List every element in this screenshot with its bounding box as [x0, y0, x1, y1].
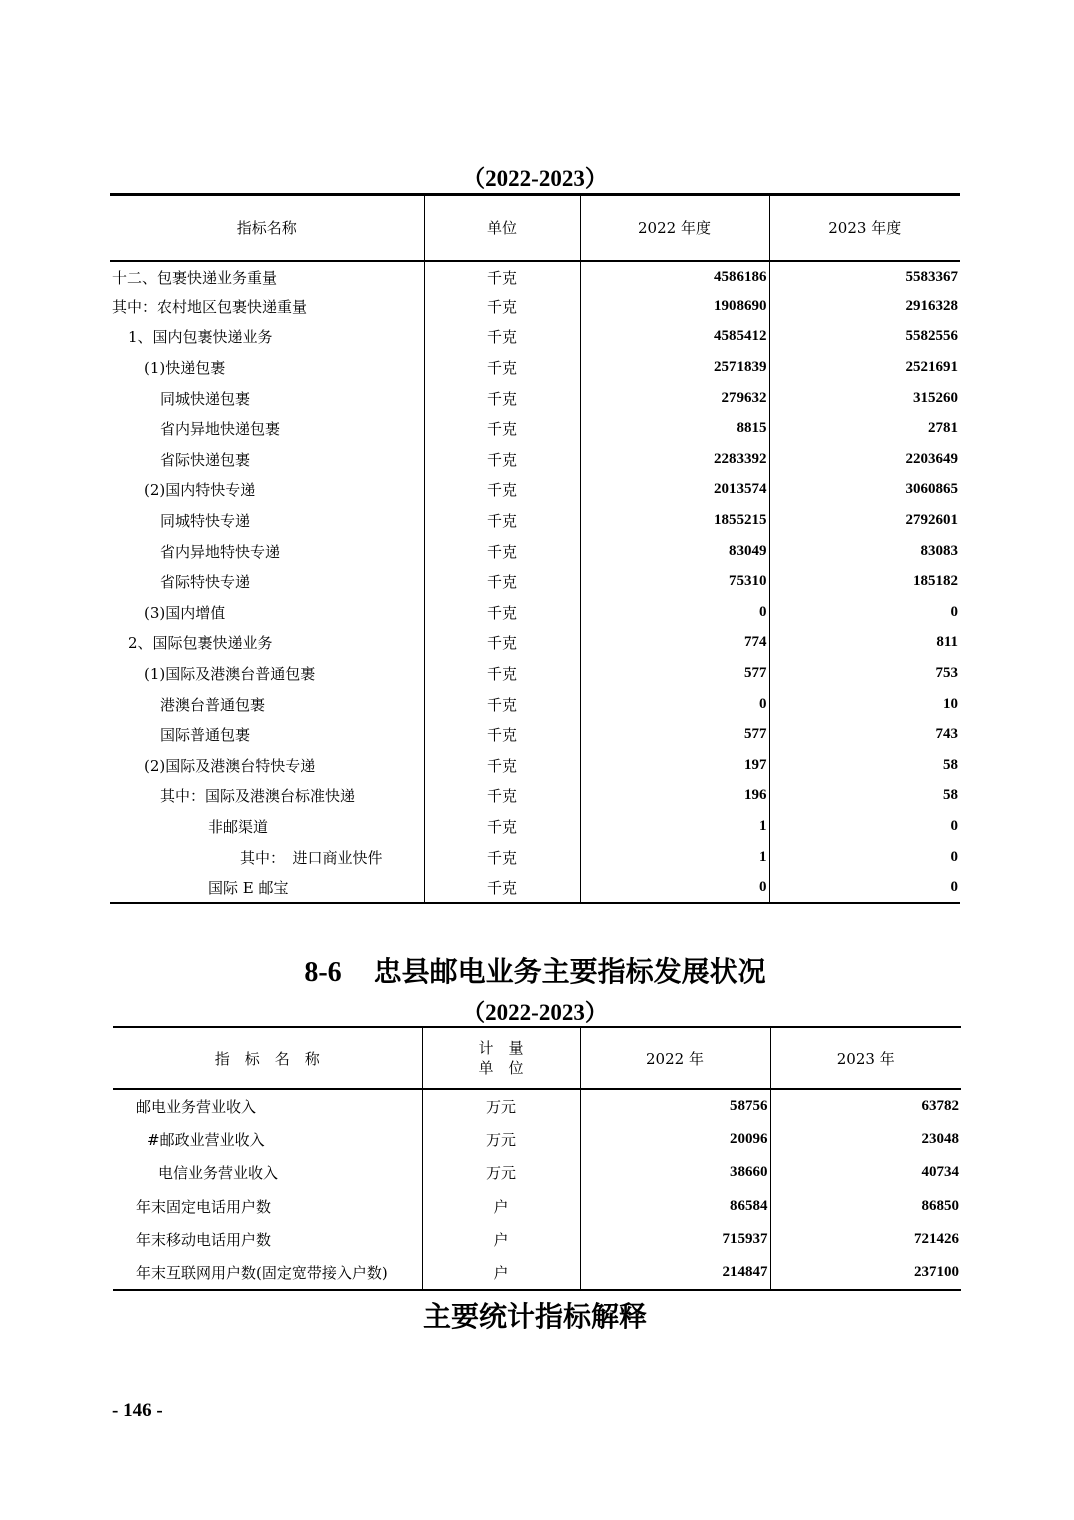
table-row: [110, 781, 960, 812]
value-2022-cell: 86584: [580, 1190, 770, 1224]
unit-cell: 千克: [424, 842, 580, 873]
value-2022-cell: 83049: [580, 536, 769, 567]
unit-cell: 千克: [424, 444, 580, 475]
value-2022-cell: 197: [580, 750, 769, 781]
value-2023-cell: 0: [769, 842, 960, 873]
header-2023: 2023 年: [770, 1027, 961, 1089]
value-2022-cell: 0: [580, 689, 769, 720]
indicator-name-cell: 省内异地特快专递: [160, 542, 281, 561]
value-2022-cell: 774: [580, 628, 769, 659]
express-weight-table: [110, 193, 960, 904]
indicator-name-cell: #邮政业营业收入: [147, 1130, 265, 1149]
table-row: [110, 628, 960, 659]
table-row: [110, 689, 960, 720]
indicator-name-cell: (2)国内特快专递: [144, 481, 256, 500]
table-row: [113, 1156, 961, 1190]
header-unit: 单位: [424, 195, 580, 261]
unit-cell: 千克: [424, 628, 580, 659]
indicator-name-cell: 同城快递包裹: [160, 389, 251, 408]
value-2023-cell: 40734: [770, 1156, 961, 1190]
value-2022-cell: 8815: [580, 413, 769, 444]
unit-cell: 户: [422, 1223, 580, 1257]
table-number: 8-6: [304, 957, 342, 988]
unit-cell: 千克: [424, 566, 580, 597]
table-row: [110, 566, 960, 597]
value-2022-cell: 196: [580, 781, 769, 812]
indicator-name-cell: (2)国际及港澳台特快专递: [144, 756, 316, 775]
indicator-name-cell: 同城特快专递: [160, 512, 251, 531]
value-2023-cell: 63782: [770, 1089, 961, 1123]
value-2022-cell: 214847: [580, 1257, 770, 1291]
unit-cell: 千克: [424, 811, 580, 842]
unit-cell: 户: [422, 1257, 580, 1291]
value-2023-cell: 753: [769, 658, 960, 689]
value-2023-cell: 2792601: [769, 505, 960, 536]
table-row: [113, 1123, 961, 1157]
indicator-name-cell: 年末移动电话用户数: [136, 1231, 272, 1250]
indicator-name-cell: 邮电业务营业收入: [136, 1097, 257, 1116]
unit-cell: 千克: [424, 689, 580, 720]
table-row: [113, 1190, 961, 1224]
unit-cell: 千克: [424, 597, 580, 628]
unit-cell: 千克: [424, 719, 580, 750]
value-2023-cell: 83083: [769, 536, 960, 567]
indicator-name-cell: 1、国内包裹快递业务: [128, 328, 273, 347]
unit-cell: 千克: [424, 505, 580, 536]
table-row: [113, 1089, 961, 1123]
table-body: [113, 1089, 961, 1290]
table-row: [110, 658, 960, 689]
table-header-row: [113, 1027, 961, 1089]
table-row: [110, 750, 960, 781]
value-2022-cell: 2013574: [580, 475, 769, 506]
indicator-name-cell: 年末固定电话用户数: [136, 1197, 272, 1216]
indicator-name-cell: 十二、包裹快递业务重量: [112, 269, 278, 288]
value-2023-cell: 3060865: [769, 475, 960, 506]
unit-cell: 万元: [422, 1156, 580, 1190]
unit-cell: 千克: [424, 475, 580, 506]
indicator-name-cell: 港澳台普通包裹: [160, 695, 266, 714]
table-row: [110, 444, 960, 475]
indicator-name-cell: 省内异地快递包裹: [160, 420, 281, 439]
indicator-name-cell: (1)快递包裹: [144, 359, 226, 378]
value-2023-cell: 5583367: [769, 261, 960, 292]
table-row: [110, 261, 960, 292]
indicator-name-cell: 国际普通包裹: [160, 726, 251, 745]
header-unit-line2: 单 位: [478, 1059, 524, 1077]
unit-cell: 千克: [424, 352, 580, 383]
unit-cell: 千克: [424, 750, 580, 781]
table-row: [110, 413, 960, 444]
section-title: 主要统计指标解释: [422, 1300, 647, 1333]
table-row: [110, 383, 960, 414]
value-2023-cell: 2916328: [769, 291, 960, 322]
header-indicator-name: 指标名称: [110, 195, 424, 261]
header-indicator-name: 指 标 名 称: [113, 1027, 422, 1089]
indicator-name-cell: (3)国内增值: [144, 603, 226, 622]
value-2023-cell: 743: [769, 719, 960, 750]
value-2022-cell: 1: [580, 842, 769, 873]
value-2022-cell: 0: [580, 872, 769, 903]
unit-cell: 千克: [424, 383, 580, 414]
indicator-name-cell: 非邮渠道: [208, 817, 269, 836]
table-row: [110, 291, 960, 322]
value-2023-cell: 185182: [769, 566, 960, 597]
value-2022-cell: 1908690: [580, 291, 769, 322]
indicator-name-cell: 其中：国际及港澳台标准快递: [160, 787, 356, 806]
table-row: [110, 475, 960, 506]
table-row: [110, 811, 960, 842]
table-body: [110, 261, 960, 903]
value-2022-cell: 75310: [580, 566, 769, 597]
table-row: [113, 1257, 961, 1291]
unit-cell: 万元: [422, 1123, 580, 1157]
value-2023-cell: 5582556: [769, 322, 960, 353]
page-number: - 146 -: [112, 1400, 163, 1421]
indicator-name-cell: 2、国际包裹快递业务: [128, 634, 273, 653]
value-2022-cell: 38660: [580, 1156, 770, 1190]
indicator-name-cell: 其中： 进口商业快件: [240, 848, 383, 867]
indicator-name-cell: 国际 E 邮宝: [208, 878, 289, 897]
header-2022: 2022 年: [580, 1027, 770, 1089]
header-unit: [422, 1027, 580, 1089]
value-2023-cell: 811: [769, 628, 960, 659]
table-row: [110, 352, 960, 383]
table-row: [110, 719, 960, 750]
table-row: [110, 505, 960, 536]
table-header-row: [110, 195, 960, 261]
table-row: [110, 322, 960, 353]
value-2022-cell: 58756: [580, 1089, 770, 1123]
value-2023-cell: 58: [769, 781, 960, 812]
indicator-name-cell: (1)国际及港澳台普通包裹: [144, 665, 316, 684]
value-2022-cell: 4585412: [580, 322, 769, 353]
table2-title: [110, 950, 960, 990]
value-2023-cell: 2521691: [769, 352, 960, 383]
value-2023-cell: 0: [769, 872, 960, 903]
value-2022-cell: 1: [580, 811, 769, 842]
value-2022-cell: 577: [580, 719, 769, 750]
value-2022-cell: 1855215: [580, 505, 769, 536]
unit-cell: 千克: [424, 658, 580, 689]
unit-cell: 户: [422, 1190, 580, 1224]
value-2023-cell: 23048: [770, 1123, 961, 1157]
unit-cell: 千克: [424, 291, 580, 322]
header-2023: 2023 年度: [769, 195, 960, 261]
table-row: [110, 597, 960, 628]
value-2022-cell: 279632: [580, 383, 769, 414]
table-row: [110, 842, 960, 873]
unit-cell: 万元: [422, 1089, 580, 1123]
indicator-name-cell: 电信业务营业收入: [158, 1164, 279, 1183]
unit-cell: 千克: [424, 322, 580, 353]
value-2023-cell: 0: [769, 597, 960, 628]
table-title-text: 忠县邮电业务主要指标发展状况: [373, 955, 766, 988]
unit-cell: 千克: [424, 413, 580, 444]
table-row: [110, 872, 960, 903]
value-2023-cell: 86850: [770, 1190, 961, 1224]
value-2023-cell: 237100: [770, 1257, 961, 1291]
value-2022-cell: 715937: [580, 1223, 770, 1257]
unit-cell: 千克: [424, 261, 580, 292]
value-2022-cell: 577: [580, 658, 769, 689]
indicator-name-cell: 省际快递包裹: [160, 450, 251, 469]
value-2023-cell: 721426: [770, 1223, 961, 1257]
indicator-name-cell: 省际特快专递: [160, 573, 251, 592]
value-2022-cell: 2283392: [580, 444, 769, 475]
value-2023-cell: 10: [769, 689, 960, 720]
header-2022: 2022 年度: [580, 195, 769, 261]
value-2023-cell: 315260: [769, 383, 960, 414]
table-row: [110, 536, 960, 567]
unit-cell: 千克: [424, 536, 580, 567]
value-2022-cell: 4586186: [580, 261, 769, 292]
value-2023-cell: 58: [769, 750, 960, 781]
indicator-name-cell: 年末互联网用户数(固定宽带接入户数): [136, 1264, 388, 1283]
postal-telecom-table: [113, 1026, 961, 1291]
value-2022-cell: 20096: [580, 1123, 770, 1157]
value-2023-cell: 0: [769, 811, 960, 842]
value-2023-cell: 2203649: [769, 444, 960, 475]
unit-cell: 千克: [424, 872, 580, 903]
table2-period: （2022-2023）: [462, 1000, 608, 1025]
table1-period: （2022-2023）: [462, 166, 608, 191]
value-2022-cell: 2571839: [580, 352, 769, 383]
table-row: [113, 1223, 961, 1257]
unit-cell: 千克: [424, 781, 580, 812]
header-unit-line1: 计 量: [478, 1039, 524, 1057]
value-2022-cell: 0: [580, 597, 769, 628]
value-2023-cell: 2781: [769, 413, 960, 444]
indicator-name-cell: 其中：农村地区包裹快递重量: [112, 297, 308, 316]
